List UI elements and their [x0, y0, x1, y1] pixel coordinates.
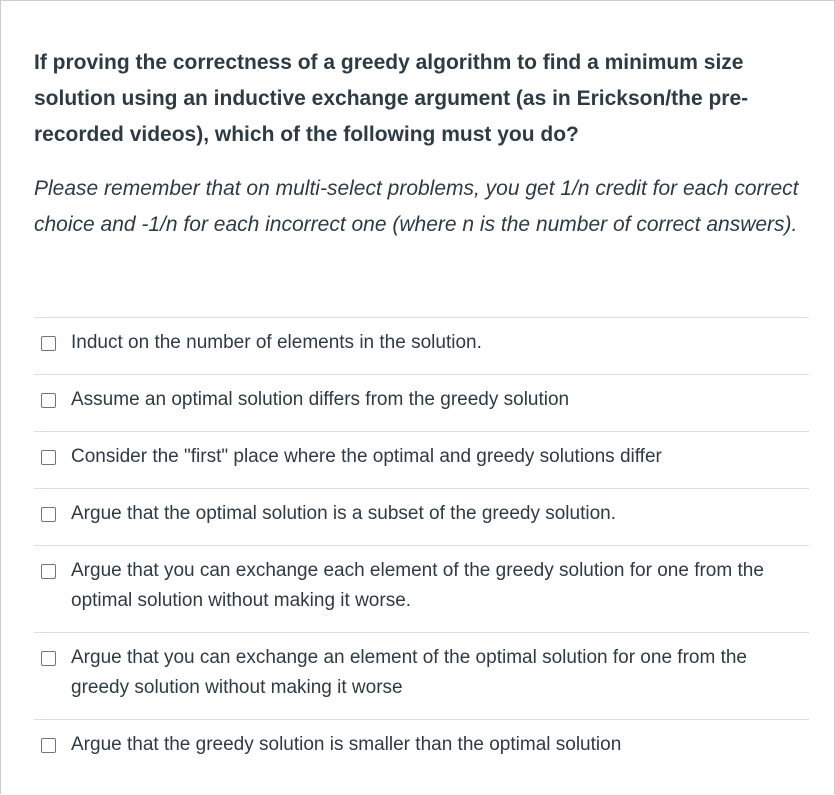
answer-label: Argue that the optimal solution is a subset of the greedy solution.: [71, 503, 616, 524]
checkbox[interactable]: [41, 450, 56, 465]
answer-label: Induct on the number of elements in the solution.: [71, 332, 482, 353]
answer-option[interactable]: [34, 545, 809, 632]
answer-list: [34, 317, 809, 789]
answer-label: Assume an optimal solution differs from the greedy solution: [71, 389, 570, 410]
answer-label: Argue that you can exchange each element of the greedy solution for one from the optimal solution without making it worse.: [71, 560, 764, 611]
answer-option[interactable]: [34, 719, 809, 789]
question-text: If proving the correctness of a greedy algorithm to find a minimum size solution using an inductive exchange argument (as in Erickson/the pre-recorded videos), which of the following must you do?: [34, 51, 749, 146]
answer-option[interactable]: [34, 374, 809, 431]
answer-option[interactable]: [34, 317, 809, 374]
answer-label: Argue that you can exchange an element of the optimal solution for one from the greedy solution without making it worse: [71, 647, 747, 698]
checkbox[interactable]: [41, 738, 56, 753]
answer-label: Argue that the greedy solution is smaller than the optimal solution: [71, 734, 622, 755]
checkbox[interactable]: [41, 564, 56, 579]
checkbox[interactable]: [41, 507, 56, 522]
checkbox[interactable]: [41, 336, 56, 351]
checkbox[interactable]: [41, 651, 56, 666]
checkbox[interactable]: [41, 393, 56, 408]
answer-option[interactable]: [34, 431, 809, 488]
answer-option[interactable]: [34, 488, 809, 545]
answer-label: Consider the "first" place where the optimal and greedy solutions differ: [71, 446, 662, 467]
scoring-note: Please remember that on multi-select problems, you get 1/n credit for each correct choice and -1/n for each incorrect one (where n is the number of correct answers).: [34, 177, 799, 236]
answer-option[interactable]: [34, 632, 809, 719]
